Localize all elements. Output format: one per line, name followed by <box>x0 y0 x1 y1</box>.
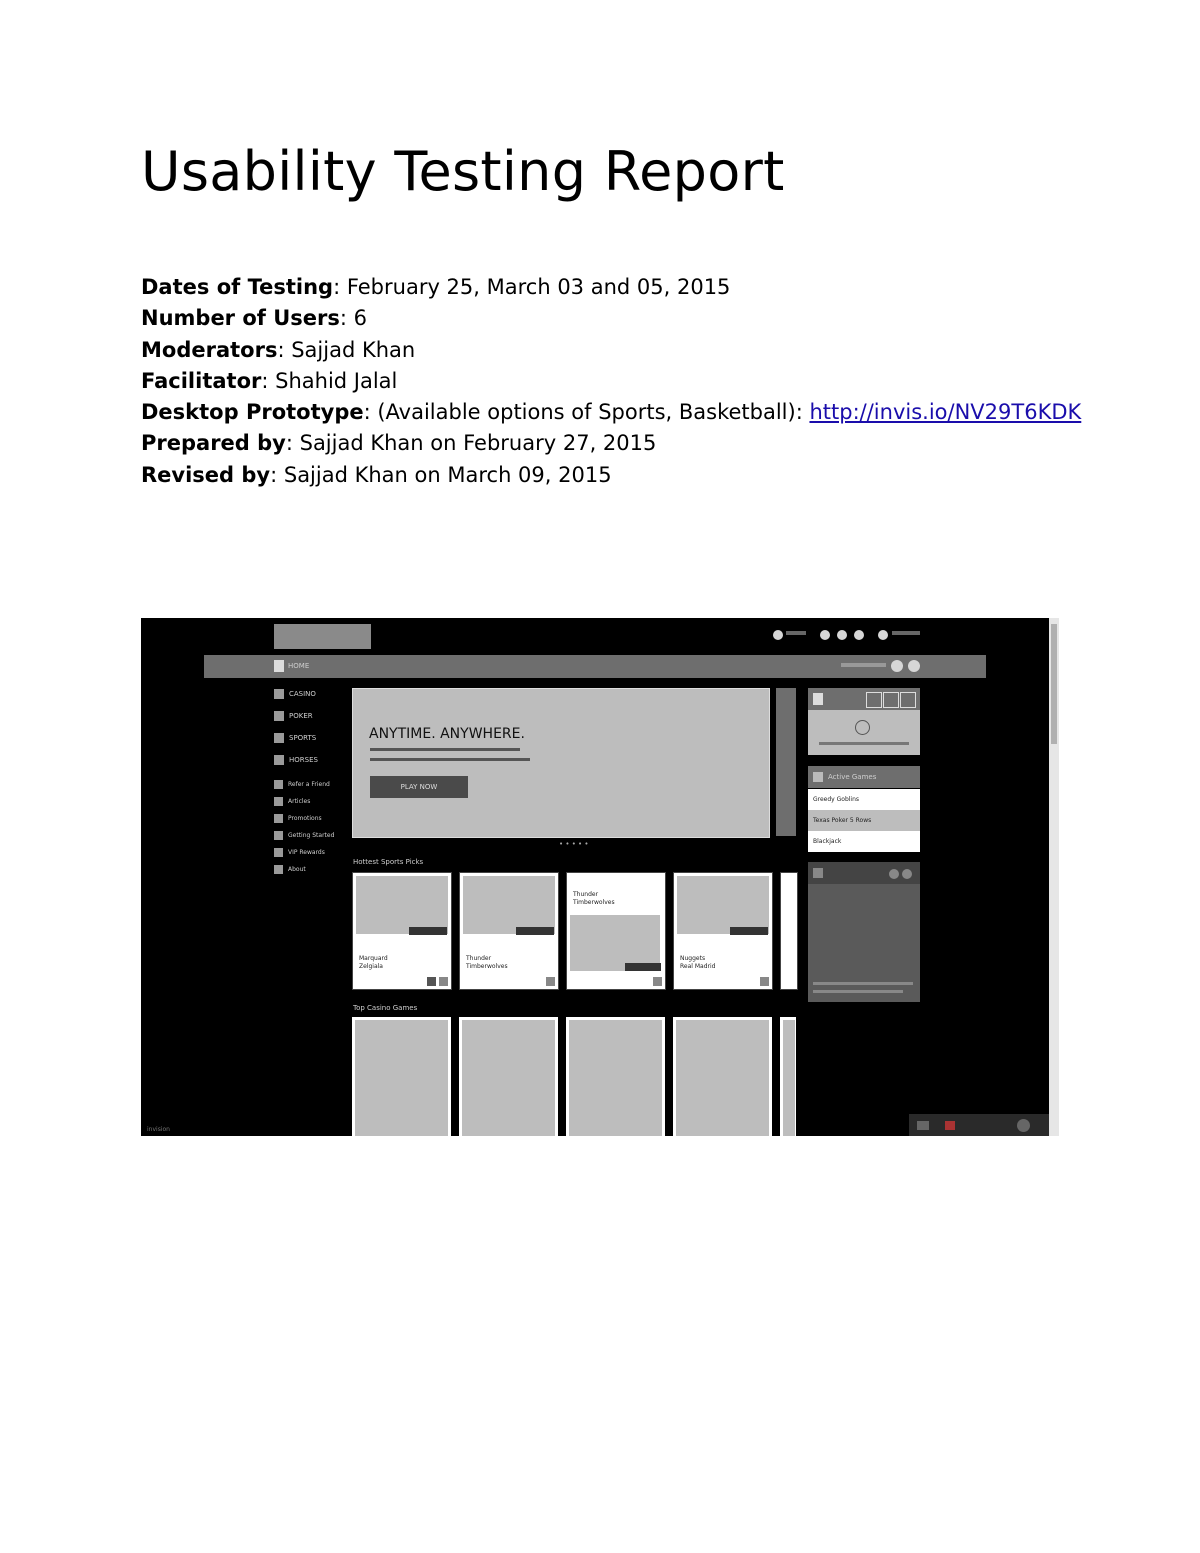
sidebar-item-getting-started[interactable]: Getting Started <box>288 832 335 839</box>
meta-row-prototype <box>141 397 1081 428</box>
card-team: Zelgiala <box>359 963 383 970</box>
promo-next-icon[interactable] <box>902 869 912 879</box>
meta-label: Desktop Prototype <box>141 400 364 425</box>
casino-tile-image <box>676 1020 769 1136</box>
meta-row-users <box>141 303 1081 334</box>
prototype-screenshot <box>141 618 1059 1136</box>
logo-placeholder <box>274 624 371 649</box>
card-tag <box>516 927 554 935</box>
card-tag <box>625 963 661 971</box>
sport-card[interactable] <box>673 872 773 990</box>
top-link <box>786 631 806 635</box>
active-games-title: Active Games <box>828 773 877 781</box>
card-team: Real Madrid <box>680 963 716 970</box>
refer-icon <box>274 780 283 789</box>
articles-icon <box>274 797 283 806</box>
card-share-icon[interactable] <box>427 977 436 986</box>
casino-icon <box>274 689 284 699</box>
poker-icon <box>274 711 284 721</box>
active-game-label: Greedy Goblins <box>813 796 860 803</box>
casino-tile-image <box>569 1020 662 1136</box>
active-game-label: Blackjack <box>813 838 842 845</box>
hero-side-panel <box>776 688 796 836</box>
hero-carousel-dots[interactable]: • • • • • <box>559 840 589 848</box>
casino-game-tile[interactable] <box>352 1017 451 1136</box>
hero-banner <box>352 688 770 838</box>
social-icon <box>820 630 830 640</box>
toolbar-avatar-icon[interactable] <box>1017 1119 1030 1132</box>
home-icon <box>274 660 284 672</box>
invision-brand: invision <box>147 1126 170 1133</box>
meta-value: : (Available options of Sports, Basketball): <box>363 400 810 425</box>
card-team: Marquard <box>359 955 388 962</box>
casino-game-tile[interactable] <box>566 1017 665 1136</box>
card-tag <box>409 927 447 935</box>
promo-caption <box>813 982 913 985</box>
prototype-link[interactable]: http://invis.io/NV29T6KDK <box>809 400 1082 425</box>
sidebar-item-poker[interactable]: POKER <box>289 712 313 720</box>
sport-card-partial[interactable] <box>780 872 798 990</box>
promo-prev-icon[interactable] <box>889 869 899 879</box>
card-team: Nuggets <box>680 955 706 962</box>
social-icon <box>854 630 864 640</box>
meta-row-facilitator <box>141 366 1081 397</box>
sport-card-image <box>677 876 769 934</box>
hero-headline: ANYTIME. ANYWHERE. <box>369 726 525 742</box>
social-icon <box>837 630 847 640</box>
meta-row-prepared <box>141 428 1081 459</box>
sidebar-item-horses[interactable]: HORSES <box>289 756 318 764</box>
casino-tile-image <box>783 1020 795 1136</box>
meta-value: : Sajjad Khan on March 09, 2015 <box>270 462 612 487</box>
report-metadata <box>141 272 1081 491</box>
casino-tile-image <box>462 1020 555 1136</box>
active-games-icon <box>813 772 823 782</box>
active-game-label: Texas Poker 5 Rows <box>813 817 872 824</box>
sport-card-image <box>356 876 448 934</box>
promo-icon <box>813 868 823 878</box>
meta-label: Revised by <box>141 462 271 487</box>
horses-icon <box>274 755 284 765</box>
card-tag <box>730 927 768 935</box>
grid-icon[interactable] <box>917 1121 929 1130</box>
hero-cta-button[interactable]: PLAY NOW <box>370 776 468 798</box>
card-team: Thunder <box>573 891 599 898</box>
sidebar-item-refer[interactable]: Refer a Friend <box>288 781 330 788</box>
promo-caption <box>813 990 903 993</box>
meta-row-dates <box>141 272 1081 303</box>
account-icon <box>878 630 888 640</box>
nav-account-text <box>841 663 886 667</box>
report-title: Usability Testing Report <box>141 140 785 203</box>
meta-label: Moderators <box>141 337 278 362</box>
comment-icon[interactable] <box>945 1121 955 1130</box>
meta-label: Dates of Testing <box>141 275 334 299</box>
scrollbar-thumb[interactable] <box>1051 624 1057 744</box>
nav-settings-icon <box>908 660 920 672</box>
sport-card-image <box>463 876 555 934</box>
trophy-icon <box>813 693 823 705</box>
meta-value: : Shahid Jalal <box>261 368 398 393</box>
meta-value: : February 25, March 03 and 05, 2015 <box>333 275 731 299</box>
sports-section-title: Hottest Sports Picks <box>353 858 424 866</box>
nav-avatar-icon <box>891 660 903 672</box>
getting-started-icon <box>274 831 283 840</box>
sidebar-item-promotions[interactable]: Promotions <box>288 815 322 822</box>
promotions-icon <box>274 814 283 823</box>
widget-tool-icon[interactable] <box>883 692 899 708</box>
hero-copy-line <box>370 748 520 751</box>
sidebar-item-about[interactable]: About <box>288 866 306 873</box>
hero-copy-line <box>370 758 530 761</box>
widget-caption <box>819 742 909 745</box>
card-bet-icon[interactable] <box>439 977 448 986</box>
scrollbar[interactable] <box>1049 618 1059 1136</box>
casino-section-title: Top Casino Games <box>353 1004 418 1012</box>
meta-label: Prepared by <box>141 431 286 456</box>
card-team: Timberwolves <box>573 899 615 906</box>
sport-card[interactable] <box>459 872 559 990</box>
vip-icon <box>274 848 283 857</box>
card-team: Timberwolves <box>466 963 508 970</box>
casino-tile-image <box>355 1020 448 1136</box>
user-icon <box>773 630 783 640</box>
meta-row-revised <box>141 460 1081 491</box>
sport-card[interactable] <box>566 872 666 990</box>
sports-icon <box>274 733 284 743</box>
meta-row-moderators <box>141 335 1081 366</box>
card-bet-icon[interactable] <box>760 977 769 986</box>
loading-icon <box>855 720 870 735</box>
top-link <box>892 631 920 635</box>
card-bet-icon[interactable] <box>546 977 555 986</box>
sport-card[interactable] <box>352 872 452 990</box>
sidebar-item-sports[interactable]: SPORTS <box>289 734 317 742</box>
casino-game-tile-partial[interactable] <box>780 1017 796 1136</box>
casino-game-tile[interactable] <box>673 1017 772 1136</box>
meta-value: : Sajjad Khan on February 27, 2015 <box>285 431 657 456</box>
meta-value: : 6 <box>339 306 367 331</box>
meta-label: Number of Users <box>141 306 340 331</box>
meta-label: Facilitator <box>141 368 262 393</box>
widget-tool-icon[interactable] <box>866 692 882 708</box>
widget-tool-icon[interactable] <box>900 692 916 708</box>
card-bet-icon[interactable] <box>653 977 662 986</box>
sidebar-item-vip[interactable]: VIP Rewards <box>288 849 325 856</box>
sidebar-item-articles[interactable]: Articles <box>288 798 311 805</box>
casino-game-tile[interactable] <box>459 1017 558 1136</box>
sidebar-item-casino[interactable]: CASINO <box>289 690 316 698</box>
card-team: Thunder <box>466 955 492 962</box>
meta-value: : Sajjad Khan <box>277 337 416 362</box>
about-icon <box>274 865 283 874</box>
nav-home[interactable]: HOME <box>288 662 310 670</box>
